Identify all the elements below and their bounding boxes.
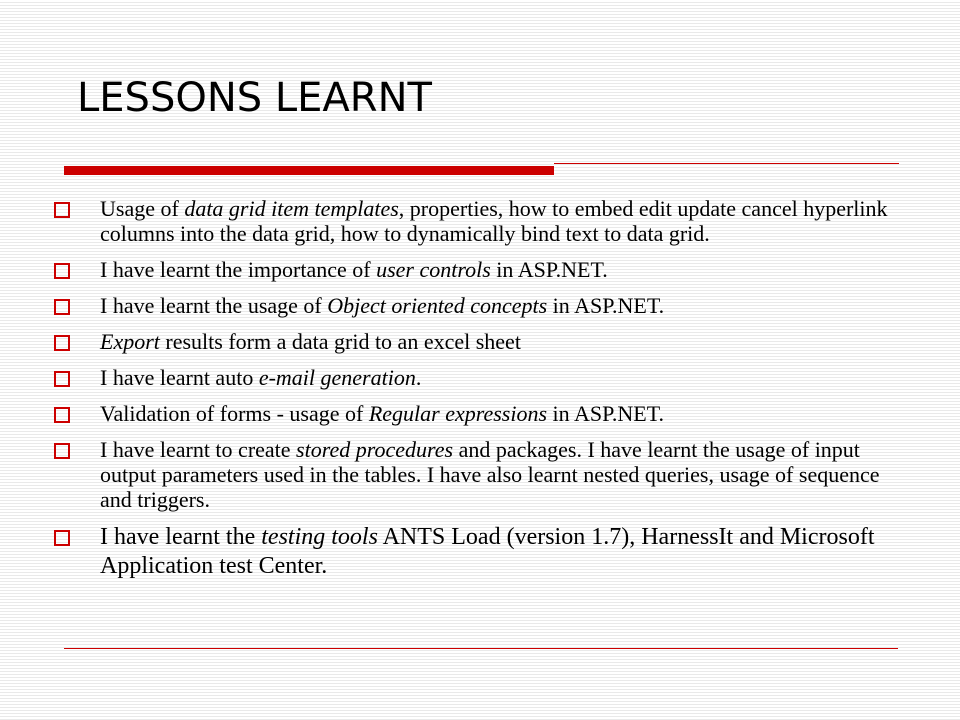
bullet-item-validation	[54, 401, 904, 426]
bullet-item-oop	[54, 293, 904, 318]
text-segment: I have learnt to create	[100, 437, 297, 462]
hollow-square-bullet-icon	[54, 335, 70, 351]
emphasis-segment: e-mail generation	[258, 365, 416, 390]
bullet-text	[100, 196, 888, 246]
bullet-item-testing-tools	[54, 523, 904, 581]
bullet-item-data-grid	[54, 196, 904, 246]
slide-title: LESSONS LEARNT	[77, 75, 432, 121]
bullet-text	[100, 293, 664, 318]
emphasis-segment: Object oriented concepts	[327, 293, 548, 318]
hollow-square-bullet-icon	[54, 202, 70, 218]
bullet-text	[100, 257, 608, 282]
title-accent-bar	[64, 166, 554, 175]
text-segment: I have learnt the importance of	[100, 257, 377, 282]
hollow-square-bullet-icon	[54, 443, 70, 459]
bullet-item-stored-procedures	[54, 437, 904, 512]
text-segment: results form a data grid to an excel sheet	[159, 329, 521, 354]
emphasis-segment: user controls	[376, 257, 491, 282]
bullet-item-export	[54, 329, 904, 354]
text-segment: .	[415, 365, 422, 390]
text-segment: in ASP.NET.	[490, 257, 608, 282]
text-segment: Usage of	[100, 196, 185, 221]
title-rule-line	[554, 163, 899, 164]
text-segment: I have learnt the usage of	[100, 293, 328, 318]
text-segment: Validation of forms - usage of	[100, 401, 369, 426]
bullet-text	[100, 524, 875, 579]
hollow-square-bullet-icon	[54, 299, 70, 315]
bullet-list	[54, 196, 904, 581]
bullet-item-email	[54, 365, 904, 390]
emphasis-segment: data grid item templates	[184, 196, 399, 221]
text-segment: ANTS Load (version 1.7), HarnessIt and Microsoft Application test Center.	[100, 524, 875, 579]
hollow-square-bullet-icon	[54, 530, 70, 546]
text-segment: , properties, how to embed edit update cancel hyperlink columns into the data grid, how to dynamically bind text to data grid.	[100, 196, 888, 246]
text-segment: and packages. I have learnt the usage of input output parameters used in the tables. I have also learnt nested queries, usage of sequence and triggers.	[100, 437, 880, 512]
text-segment: in ASP.NET.	[547, 401, 664, 426]
text-segment: I have learnt auto	[100, 365, 259, 390]
bullet-text	[100, 329, 521, 354]
emphasis-segment: stored procedures	[296, 437, 454, 462]
text-segment: in ASP.NET.	[547, 293, 665, 318]
bullet-text	[100, 401, 664, 426]
bullet-text	[100, 437, 880, 512]
emphasis-segment: Regular expressions	[368, 401, 548, 426]
hollow-square-bullet-icon	[54, 407, 70, 423]
hollow-square-bullet-icon	[54, 371, 70, 387]
emphasis-segment: testing tools	[261, 524, 378, 550]
bullet-text	[100, 365, 421, 390]
emphasis-segment: Export	[100, 329, 160, 354]
text-segment: I have learnt the	[100, 524, 262, 550]
hollow-square-bullet-icon	[54, 263, 70, 279]
footer-rule-line	[64, 648, 898, 649]
bullet-item-user-controls	[54, 257, 904, 282]
